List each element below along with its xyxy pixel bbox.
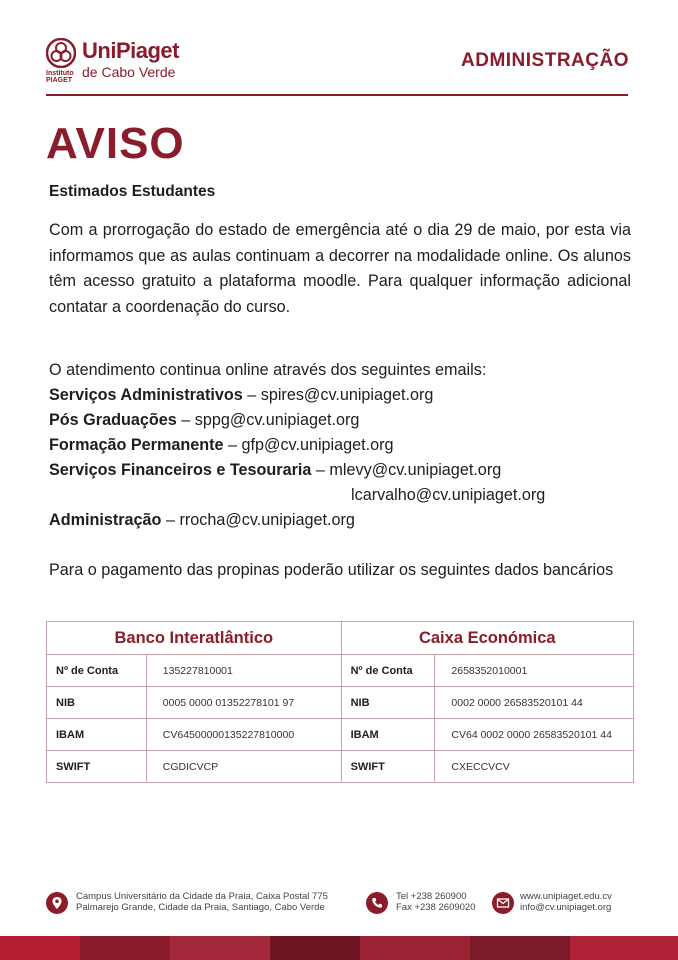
field-value: 0005 0000 01352278101 97 (146, 687, 341, 719)
paragraph-payment: Para o pagamento das propinas poderão utilizar os seguintes dados bancários (49, 561, 614, 579)
bank-header-row (47, 622, 634, 655)
field-label: SWIFT (47, 751, 147, 783)
header-divider (46, 94, 628, 96)
table-row (47, 719, 634, 751)
field-label: Nº de Conta (47, 655, 147, 687)
department-title: ADMINISTRAÇÃO (461, 50, 629, 71)
envelope-icon (492, 892, 514, 914)
footer-address: Campus Universitário da Cidade da Praia, Caixa Postal 775 Palmarejo Grande, Cidade da Praia, Santiago, Cabo Verde (76, 891, 328, 913)
table-row (47, 687, 634, 719)
field-label: IBAM (47, 719, 147, 751)
field-value: 135227810001 (146, 655, 341, 687)
field-value: 2658352010001 (435, 655, 634, 687)
email-row: Serviços Financeiros e Tesouraria – mlevy@cv.unipiaget.org (49, 461, 502, 479)
field-label: Nº de Conta (341, 655, 435, 687)
email-dept: Formação Permanente (49, 436, 224, 454)
footer (46, 888, 636, 918)
field-label: SWIFT (341, 751, 435, 783)
logo-small-text: Instituto PIAGET (46, 70, 74, 84)
field-value: CGDICVCP (146, 751, 341, 783)
table-row (47, 655, 634, 687)
bank-name: Caixa Económica (341, 622, 633, 655)
email-dept: Serviços Administrativos (49, 386, 243, 404)
field-value: 0002 0000 26583520101 44 (435, 687, 634, 719)
header (46, 38, 632, 94)
email-address[interactable]: gfp@cv.unipiaget.org (241, 436, 394, 454)
footer-web (520, 891, 612, 913)
email-address[interactable]: sppg@cv.unipiaget.org (194, 411, 360, 429)
field-label: NIB (47, 687, 147, 719)
email-row: Pós Graduações – sppg@cv.unipiaget.org (49, 411, 360, 429)
email-row: Formação Permanente – gfp@cv.unipiaget.org (49, 436, 394, 454)
table-row (47, 751, 634, 783)
logo-subtitle: de Cabo Verde (82, 64, 176, 80)
email-row: Administração – rrocha@cv.unipiaget.org (49, 511, 355, 529)
website-link[interactable]: www.unipiaget.edu.cv (520, 891, 612, 902)
greeting: Estimados Estudantes (49, 183, 216, 200)
bottom-color-bar (0, 936, 678, 960)
email-address[interactable]: spires@cv.unipiaget.org (260, 386, 434, 404)
email-address[interactable]: lcarvalho@cv.unipiaget.org (351, 486, 546, 504)
logo-name: UniPiaget (82, 38, 179, 63)
field-value: CV64 0002 0000 26583520101 44 (435, 719, 634, 751)
logo (46, 38, 179, 84)
paragraph-extension: Com a prorrogação do estado de emergência até o dia 29 de maio, por esta via informamos que as aulas continuam a decorrer na modalidade online. Os alunos têm acesso gratuito a plataforma moodle. Para qualquer informação adicional contatar a coordenação do curso. (49, 221, 631, 316)
email-address[interactable]: mlevy@cv.unipiaget.org (329, 461, 502, 479)
footer-contact: Tel +238 260900 Fax +238 2609020 (396, 891, 476, 913)
email-dept: Pós Graduações (49, 411, 177, 429)
email-link[interactable]: info@cv.unipiaget.org (520, 902, 612, 913)
email-dept: Serviços Financeiros e Tesouraria (49, 461, 312, 479)
bank-name: Banco Interatlântico (47, 622, 342, 655)
bank-table (46, 621, 634, 783)
email-row (49, 483, 631, 508)
field-value: CV64500000135227810000 (146, 719, 341, 751)
email-list (49, 358, 631, 533)
field-value: CXECCVCV (435, 751, 634, 783)
phone-icon (366, 892, 388, 914)
email-address[interactable]: rrocha@cv.unipiaget.org (179, 511, 355, 529)
page-title: AVISO (46, 119, 185, 168)
field-label: NIB (341, 687, 435, 719)
email-row: Serviços Administrativos – spires@cv.unipiaget.org (49, 386, 434, 404)
email-intro: O atendimento continua online através dos seguintes emails: (49, 361, 487, 379)
email-dept: Administração (49, 511, 162, 529)
logo-mark-icon (46, 38, 76, 68)
location-icon (46, 892, 68, 914)
field-label: IBAM (341, 719, 435, 751)
